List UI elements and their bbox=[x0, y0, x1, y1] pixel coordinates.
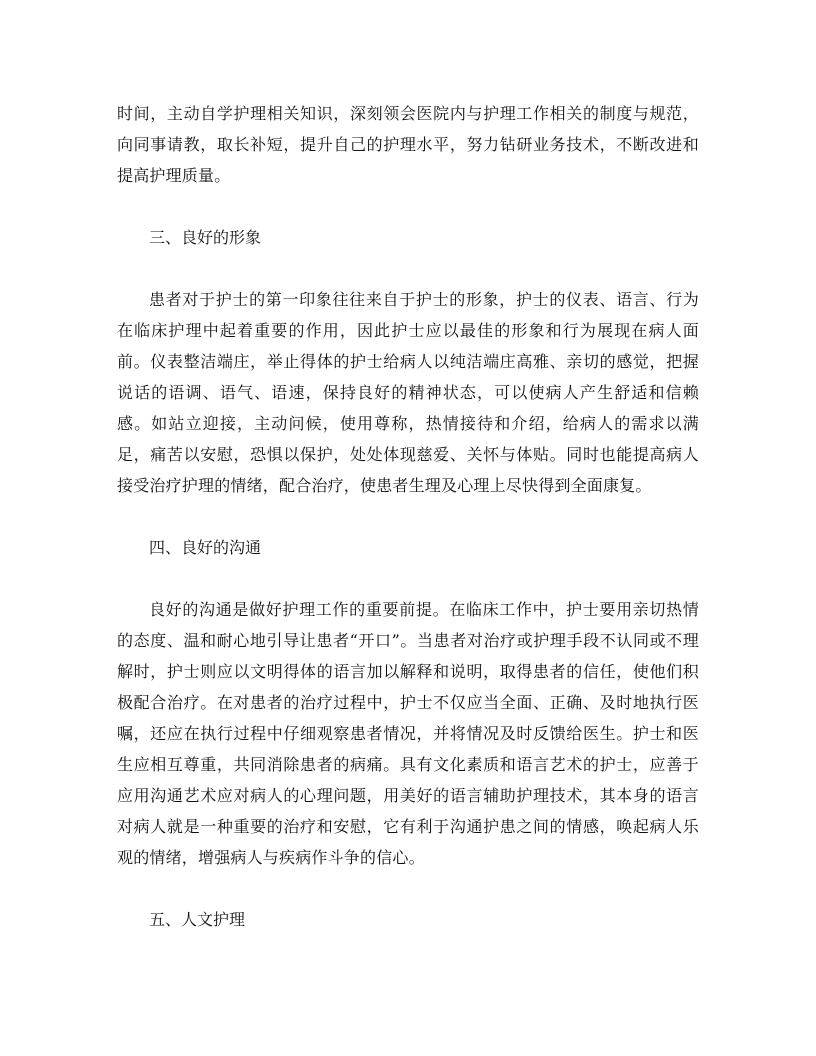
section-5-heading: 五、人文护理 bbox=[149, 910, 246, 929]
document-page bbox=[117, 98, 699, 935]
intro-continuation-paragraph: 时间，主动自学护理相关知识，深刻领会医院内与护理工作相关的制度与规范，向同事请教，取长补短，提升自己的护理水平，努力钻研业务技术，不断改进和提高护理质量。 bbox=[117, 104, 699, 185]
section-4-body-paragraph: 良好的沟通是做好护理工作的重要前提。在临床工作中，护士要用亲切热情的态度、温和耐心地引导让患者“开口”。当患者对治疗或护理手段不认同或不理解时，护士则应以文明得体的语言加以解释和说明，取得患者的信任，使他们积极配合治疗。在对患者的治疗过程中，护士不仅应当全面、正确、及时地执行医嘱，还应在执行过程中仔细观察患者情况，并将情况及时反馈给医生。护士和医生应相互尊重，共同消除患者的病痛。具有文化素质和语言艺术的护士，应善于应用沟通艺术应对病人的心理问题，用美好的语言辅助护理技术，其本身的语言对病人就是一种重要的治疗和安慰，它有利于沟通护患之间的情感，唤起病人乐观的情绪，增强病人与疾病作斗争的信心。 bbox=[117, 600, 699, 867]
section-3-heading: 三、良好的形象 bbox=[149, 228, 262, 247]
section-3-body-paragraph: 患者对于护士的第一印象往往来自于护士的形象，护士的仪表、语言、行为在临床护理中起着重要的作用，因此护士应以最佳的形象和行为展现在病人面前。仪表整洁端庄，举止得体的护士给病人以纯洁端庄高雅、亲切的感觉，把握说话的语调、语气、语速，保持良好的精神状态，可以使病人产生舒适和信赖感。如站立迎接，主动问候，使用尊称，热情接待和介绍，给病人的需求以满足，痛苦以安慰，恐惧以保护，处处体现慈爱、关怀与体贴。同时也能提高病人接受治疗护理的情绪，配合治疗，使患者生理及心理上尽快得到全面康复。 bbox=[117, 290, 699, 495]
section-4-heading: 四、良好的沟通 bbox=[149, 538, 262, 557]
